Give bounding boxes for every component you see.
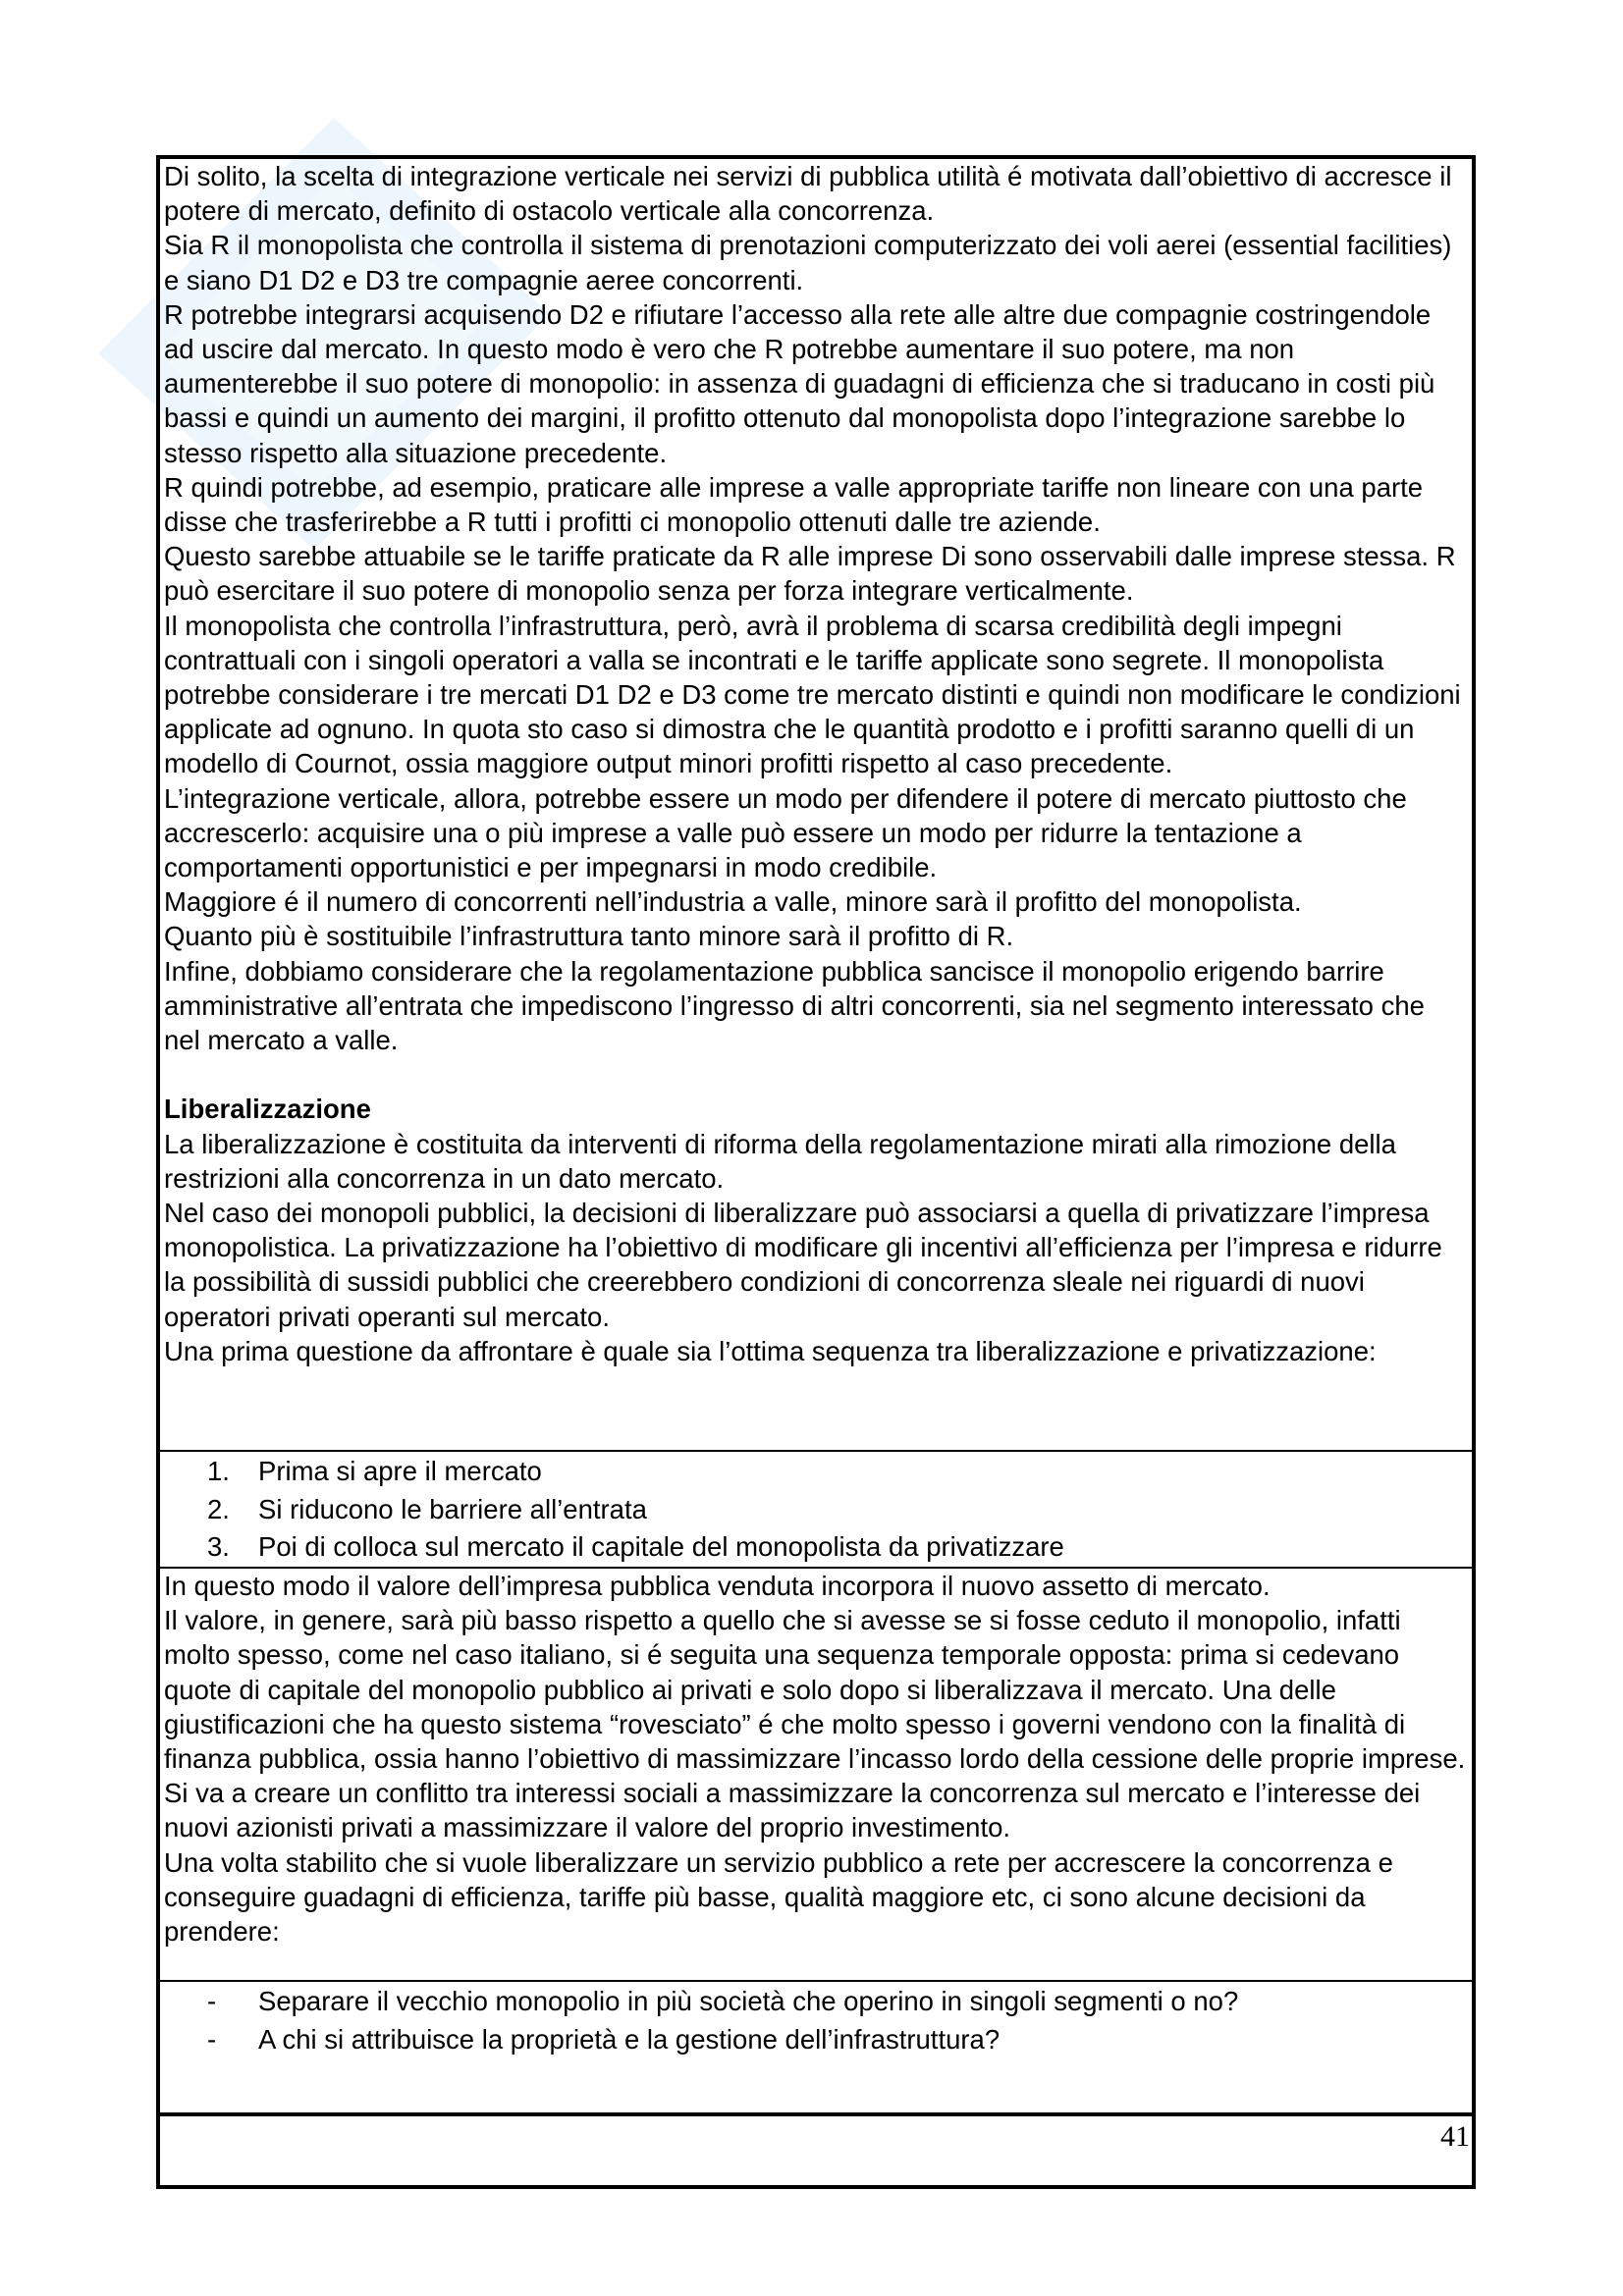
dash-list xyxy=(160,1983,1472,2058)
list-item xyxy=(160,1983,1472,2021)
list-marker: - xyxy=(207,2023,217,2055)
paragraph: Una prima questione da affrontare è quale sia l’ottima sequenza tra liberalizzazione e privatizzazione: xyxy=(164,1335,1377,1366)
paragraph: Questo sarebbe attuabile se le tariffe praticate da R alle imprese Di sono osservabili dalle imprese stessa. R può esercitare il suo potere di monopolio senza per forza integrare verticalmente. xyxy=(164,541,1456,607)
content-frame xyxy=(156,155,1476,2189)
paragraph: Di solito, la scelta di integrazione verticale nei servizi di pubblica utilità é motivata dall’obiettivo di accresce il potere di mercato, definito di ostacolo verticale alla concorrenza. xyxy=(164,161,1452,227)
paragraph: In questo modo il valore dell’impresa pubblica venduta incorpora il nuovo assetto di mercato. xyxy=(164,1571,1271,1601)
list-item xyxy=(160,1528,1472,1567)
paragraph: Il valore, in genere, sarà più basso rispetto a quello che si avesse se si fosse ceduto il monopolio, infatti molto spesso, come nel caso italiano, si é seguita una sequenza temporale opposta: prima si cedevano quote di capitale del monopolio pubblico ai privati e solo dopo si liberalizzava il mercato. Una delle giustificazioni che ha questo sistema “rovesciato” é che molto spesso i governi vendono con la finalità di finanza pubblica, ossia hanno l’obiettivo di massimizzare l’incasso lordo della cessione delle proprie imprese. Si va a creare un conflitto tra interessi sociali a massimizzare la concorrenza sul mercato e l’interesse dei nuovi azionisti privati a massimizzare il valore del proprio investimento. xyxy=(164,1605,1466,1843)
paragraph: Sia R il monopolista che controlla il sistema di prenotazioni computerizzato dei voli aerei (essential facilities) e siano D1 D2 e D3 tre compagnie aeree concorrenti. xyxy=(164,230,1452,295)
list-item-text: A chi si attribuisce la proprietà e la gestione dell’infrastruttura? xyxy=(258,2023,1001,2055)
paragraph: Una volta stabilito che si vuole liberalizzare un servizio pubblico a rete per accrescere la concorrenza e conseguire guadagni di efficienza, tariffe più basse, qualità maggiore etc, ci sono alcune decisioni da prendere: xyxy=(164,1846,1393,1948)
list-marker: 3. xyxy=(207,1531,230,1562)
divider xyxy=(160,1980,1472,1982)
list-item-text: Prima si apre il mercato xyxy=(258,1456,542,1486)
section-heading: Liberalizzazione xyxy=(164,1094,371,1125)
list-marker: 2. xyxy=(207,1493,230,1524)
numbered-list xyxy=(160,1453,1472,1567)
list-item-text: Separare il vecchio monopolio in più società che operino in singoli segmenti o no? xyxy=(258,1986,1239,2016)
paragraph: Nel caso dei monopoli pubblici, la decisioni di liberalizzare può associarsi a quella di privatizzare l’impresa monopolistica. La privatizzazione ha l’obiettivo di modificare gli incentivi all’efficienza per l’impresa e ridurre la possibilità di sussidi pubblici che creerebbero condizioni di concorrenza sleale nei riguardi di nuovi operatori privati operanti sul mercato. xyxy=(164,1198,1442,1332)
list-marker: 1. xyxy=(207,1456,230,1486)
list-item-text: Si riducono le barriere all’entrata xyxy=(258,1493,647,1524)
page-number: 41 xyxy=(1440,2120,1470,2153)
list-item xyxy=(160,2021,1472,2059)
paragraph: Il monopolista che controlla l’infrastruttura, però, avrà il problema di scarsa credibilità degli impegni contrattuali con i singoli operatori a valla se incontrati e le tariffe applicate sono segrete. Il monopolista potrebbe considerare i tre mercati D1 D2 e D3 come tre mercato distinti e quindi non modificare le condizioni applicate ad ognuno. In quota sto caso si dimostra che le quantità prodotto e i profitti saranno quelli di un modello di Cournot, ossia maggiore output minori profitti rispetto al caso precedente. xyxy=(164,610,1461,779)
paragraph: L’integrazione verticale, allora, potrebbe essere un modo per difendere il potere di mercato piuttosto che accrescerlo: acquisire una o più imprese a valle può essere un modo per ridurre la tentazione a comportamenti opportunistici e per impegnarsi in modo credibile. xyxy=(164,782,1407,883)
paragraph: Infine, dobbiamo considerare che la regolamentazione pubblica sancisce il monopolio erigendo barrire amministrative all’entrata che impediscono l’ingresso di altri concorrenti, sia nel segmento interessato che nel mercato a valle. xyxy=(164,955,1425,1056)
paragraph: Maggiore é il numero di concorrenti nell’industria a valle, minore sarà il profitto del monopolista. xyxy=(164,886,1302,918)
section-integrazione xyxy=(160,159,1472,1368)
paragraph: La liberalizzazione è costituita da interventi di riforma della regolamentazione mirati alla rimozione della restrizioni alla concorrenza in un dato mercato. xyxy=(164,1128,1396,1194)
list-marker: - xyxy=(207,1986,217,2016)
paragraph: R quindi potrebbe, ad esempio, praticare alle imprese a valle appropriate tariffe non lineare con una parte disse che trasferirebbe a R tutti i profitti ci monopolio ottenuti dalle tre aziende. xyxy=(164,471,1424,538)
list-item xyxy=(160,1491,1472,1529)
list-item-text: Poi di colloca sul mercato il capitale del monopolista da privatizzare xyxy=(258,1531,1064,1562)
footer-divider xyxy=(160,2112,1472,2116)
divider xyxy=(160,1450,1472,1452)
list-item xyxy=(160,1453,1472,1491)
paragraph: R potrebbe integrarsi acquisendo D2 e rifiutare l’accesso alla rete alle altre due compagnie costringendole ad uscire dal mercato. In questo modo è vero che R potrebbe aumentare il suo potere, ma non aumenterebbe il suo potere di monopolio: in assenza di guadagni di efficienza che si traducano in costi più bassi e quindi un aumento dei margini, il profitto ottenuto dal monopolista dopo l’integrazione sarebbe lo stesso rispetto alla situazione precedente. xyxy=(164,298,1435,468)
section-sequenza xyxy=(160,1569,1472,1949)
paragraph: Quanto più è sostituibile l’infrastruttura tanto minore sarà il profitto di R. xyxy=(164,921,1014,952)
